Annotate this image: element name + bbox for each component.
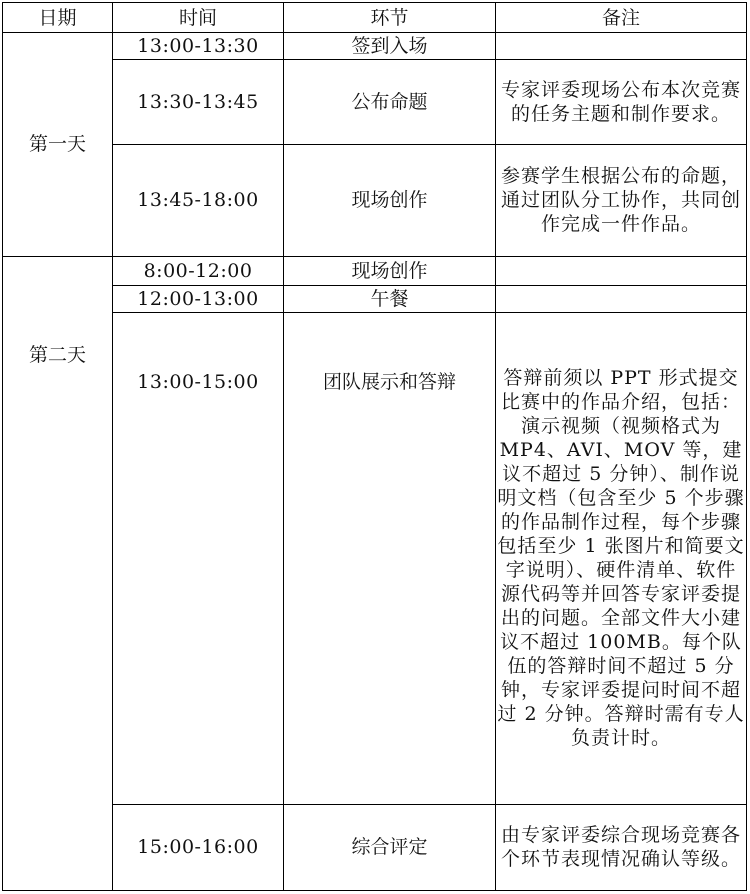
table-row — [3, 312, 747, 804]
note-cell: 答辩前须以 PPT 形式提交比赛中的作品介绍，包括：演示视频（视频格式为 MP4、AVI、MOV 等，建议不超过 5 分钟）、制作说明文档（包含至少 5 个步骤的作品制作过程，每个步骤包括至少 1 张图片和简要文字说明）、硬件清单、软件源代码等并回答专家评委提出的问题。全部文件大小建议不超过 100MB。每个队伍的答辩时间不超过 5 分钟，专家评委提问时间不超过 2 分钟。答辩时需有专人负责计时。 — [496, 312, 747, 804]
segment-cell: 团队展示和答辩 — [284, 312, 496, 804]
note-cell — [496, 256, 747, 285]
segment-cell: 现场创作 — [284, 256, 496, 285]
note-cell — [496, 285, 747, 312]
segment-cell: 公布命题 — [284, 60, 496, 145]
time-cell: 8:00-12:00 — [113, 256, 284, 285]
day-label-day2: 第二天 — [3, 256, 113, 891]
header-row — [3, 3, 747, 33]
schedule-table — [2, 2, 747, 891]
time-cell: 13:00-13:30 — [113, 33, 284, 60]
segment-cell: 综合评定 — [284, 804, 496, 890]
day-label-day1: 第一天 — [3, 33, 113, 257]
note-cell: 由专家评委综合现场竞赛各个环节表现情况确认等级。 — [496, 804, 747, 890]
header-time: 时间 — [113, 3, 284, 33]
segment-cell: 现场创作 — [284, 145, 496, 256]
time-cell: 13:00-15:00 — [113, 312, 284, 804]
table-row — [3, 804, 747, 890]
table-row — [3, 256, 747, 285]
table-row — [3, 285, 747, 312]
segment-cell: 签到入场 — [284, 33, 496, 60]
table-row — [3, 60, 747, 145]
header-segment: 环节 — [284, 3, 496, 33]
table-row — [3, 145, 747, 256]
note-cell: 专家评委现场公布本次竞赛的任务主题和制作要求。 — [496, 60, 747, 145]
header-date: 日期 — [3, 3, 113, 33]
note-cell — [496, 33, 747, 60]
note-cell: 参赛学生根据公布的命题，通过团队分工协作，共同创作完成一件作品。 — [496, 145, 747, 256]
segment-cell: 午餐 — [284, 285, 496, 312]
time-cell: 13:45-18:00 — [113, 145, 284, 256]
table-row — [3, 33, 747, 60]
header-note: 备注 — [496, 3, 747, 33]
time-cell: 15:00-16:00 — [113, 804, 284, 890]
time-cell: 13:30-13:45 — [113, 60, 284, 145]
time-cell: 12:00-13:00 — [113, 285, 284, 312]
